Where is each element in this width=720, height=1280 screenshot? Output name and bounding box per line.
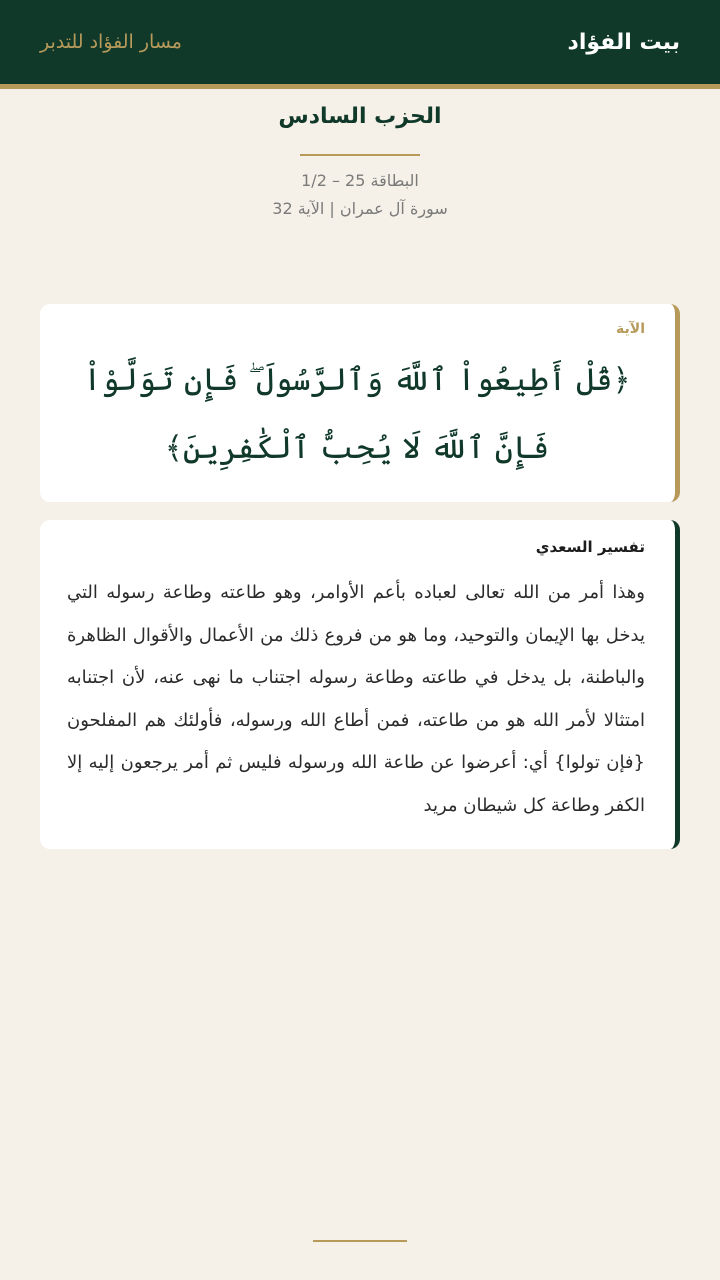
card-number: البطاقة 25 – 1/2 (301, 171, 419, 190)
tafsir-card (40, 520, 680, 849)
app-title: بيت الفؤاد (567, 29, 680, 55)
verse-label: الآية (616, 321, 645, 337)
tafsir-label: تفسير السعدي (535, 538, 645, 556)
verse-card (40, 304, 680, 502)
verse-text: ﴿قُلْ أَطِيعُواْ ٱللَّهَ وَٱلرَّسُولَ ۖ فَإِن تَوَلَّوْاْ فَإِنَّ ٱللَّهَ لَا يُحِبُّ ٱلْكَٰفِرِينَ﴾ (83, 362, 631, 466)
top-app-bar (0, 0, 720, 84)
header-divider (0, 84, 720, 89)
tafsir-text: وهذا أمر من الله تعالى لعباده بأعم الأوامر، وهو طاعته وطاعة رسوله التي يدخل بها الإيمان والتوحيد، وما هو من فروع ذلك من الأعمال والأقوال الظاهرة والباطنة، بل يدخل في طاعته وطاعة رسوله اجتناب ما نهى عنه، لأن اجتنابه امتثالا لأمر الله هو من طاعته، فمن أطاع الله ورسوله، فأولئك هم المفلحون {فإن تولوا} أي: أعرضوا عن طاعة الله ورسوله فليس ثم أمر يرجعون إليه إلا الكفر وطاعة كل شيطان مريد (67, 582, 645, 816)
title-divider (300, 154, 420, 156)
bottom-divider (313, 1240, 407, 1242)
surah-reference: سورة آل عمران | الآية 32 (272, 199, 448, 218)
path-link[interactable]: مسار الفؤاد للتدبر (40, 31, 182, 53)
page-title: الحزب السادس (278, 104, 442, 129)
